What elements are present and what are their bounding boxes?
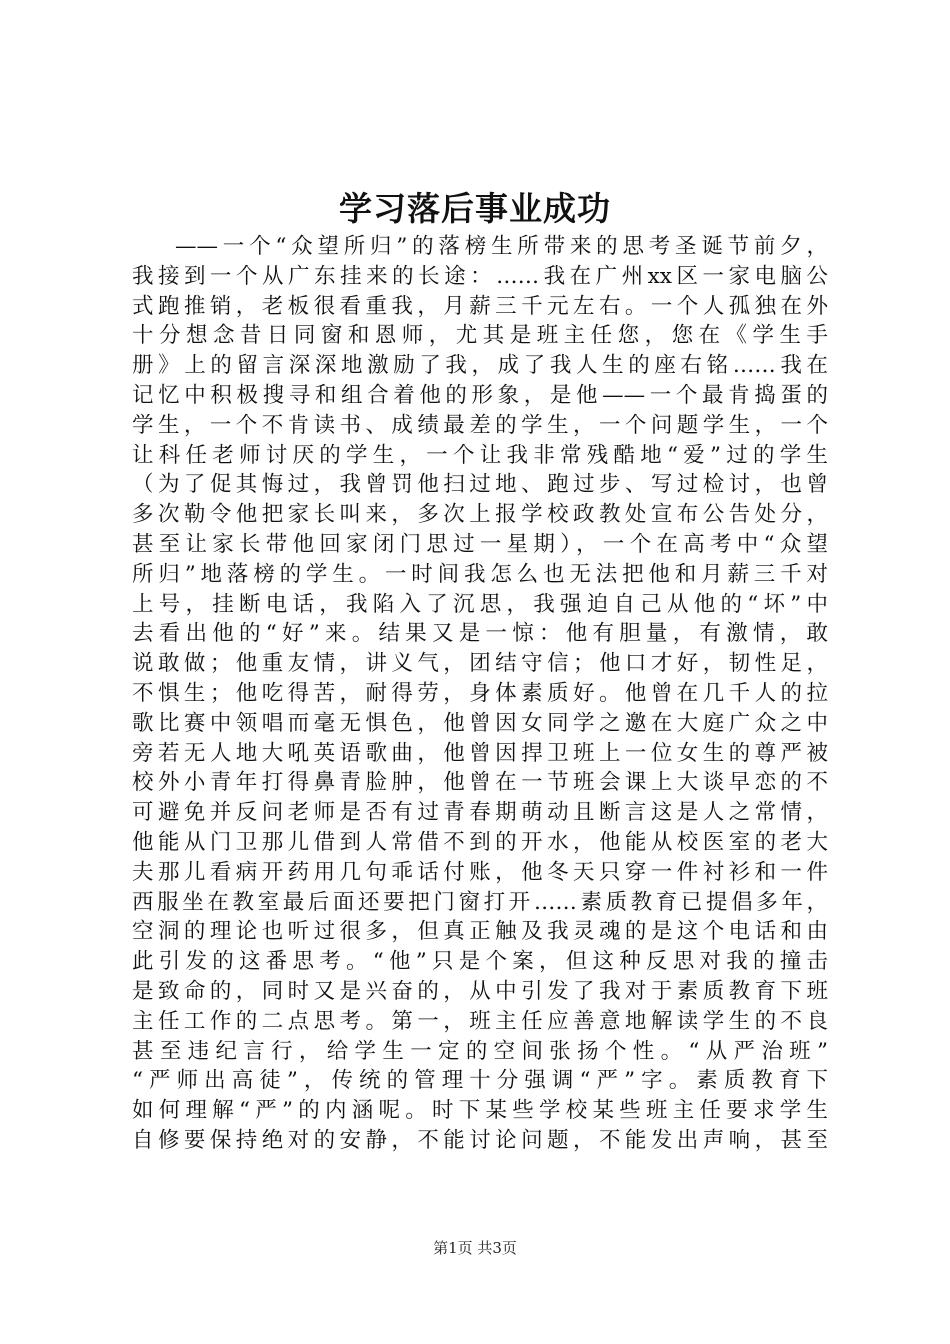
body-line: 自修要保持绝对的安静，不能讨论问题，不能发出声响，甚至 bbox=[132, 1127, 828, 1153]
body-line: 主任工作的二点思考。第一，班主任应善意地解读学生的不良 bbox=[132, 1008, 828, 1034]
document-body bbox=[132, 232, 828, 1156]
body-line: 歌比赛中领唱而毫无惧色，他曾因女同学之邀在大庭广众之中 bbox=[132, 710, 828, 736]
document-title: 学习落后事业成功 bbox=[339, 189, 611, 228]
body-line: 我接到一个从广东挂来的长途：……我在广州xx区一家电脑公 bbox=[132, 263, 828, 289]
body-line: 是致命的，同时又是兴奋的，从中引发了我对于素质教育下班 bbox=[132, 978, 828, 1004]
body-line: 西服坐在教室最后面还要把门窗打开……素质教育已提倡多年， bbox=[132, 889, 828, 915]
body-line: 十分想念昔日同窗和恩师，尤其是班主任您，您在《学生手 bbox=[132, 323, 828, 349]
body-line: 此引发的这番思考。“他”只是个案，但这种反思对我的撞击 bbox=[132, 949, 828, 975]
body-line: 所归”地落榜的学生。一时间我怎么也无法把他和月薪三千对 bbox=[132, 561, 828, 587]
body-line: 上号，挂断电话，我陷入了沉思，我强迫自己从他的“坏”中 bbox=[132, 591, 828, 617]
body-line: “严师出高徒”，传统的管理十分强调“严”字。素质教育下 bbox=[132, 1068, 828, 1094]
body-line: 式跑推销，老板很看重我，月薪三千元左右。一个人孤独在外 bbox=[132, 293, 828, 319]
body-line: 不惧生；他吃得苦，耐得劳，身体素质好。他曾在几千人的拉 bbox=[132, 680, 828, 706]
body-line: 记忆中积极搜寻和组合着他的形象，是他——一个最肯捣蛋的 bbox=[132, 382, 828, 408]
body-line: 他能从门卫那儿借到人常借不到的开水，他能从校医室的老大 bbox=[132, 829, 828, 855]
body-line: 可避免并反问老师是否有过青春期萌动且断言这是人之常情， bbox=[132, 800, 828, 826]
body-line: 校外小青年打得鼻青脸肿，他曾在一节班会课上大谈早恋的不 bbox=[132, 770, 828, 796]
body-line: 甚至让家长带他回家闭门思过一星期），一个在高考中“众望 bbox=[132, 531, 828, 557]
body-line: 学生，一个不肯读书、成绩最差的学生，一个问题学生，一个 bbox=[132, 412, 828, 438]
body-line: 去看出他的“好”来。结果又是一惊：他有胆量，有激情，敢 bbox=[132, 621, 828, 647]
body-line: 旁若无人地大吼英语歌曲，他曾因捍卫班上一位女生的尊严被 bbox=[132, 740, 828, 766]
body-line: 多次勒令他把家长叫来，多次上报学校政教处宣布公告处分， bbox=[132, 502, 828, 528]
body-line: 让科任老师讨厌的学生，一个让我非常残酷地“爱”过的学生 bbox=[132, 442, 828, 468]
body-line: 如何理解“严”的内涵呢。时下某些学校某些班主任要求学生 bbox=[132, 1098, 828, 1124]
body-line: ——一个“众望所归”的落榜生所带来的思考圣诞节前夕， bbox=[175, 234, 828, 259]
body-line: 夫那儿看病开药用几句乖话付账，他冬天只穿一件衬衫和一件 bbox=[132, 859, 828, 885]
body-line: 册》上的留言深深地激励了我，成了我人生的座右铭……我在 bbox=[132, 353, 828, 379]
body-line: （为了促其悔过，我曾罚他扫过地、跑过步、写过检讨，也曾 bbox=[132, 472, 828, 498]
body-line: 空洞的理论也听过很多，但真正触及我灵魂的是这个电话和由 bbox=[132, 919, 828, 945]
body-line: 说敢做；他重友情，讲义气，团结守信；他口才好，韧性足， bbox=[132, 651, 828, 677]
body-line: 甚至违纪言行，给学生一定的空间张扬个性。“从严治班” bbox=[132, 1038, 828, 1064]
page-number: 第1页 共3页 bbox=[433, 1239, 517, 1257]
